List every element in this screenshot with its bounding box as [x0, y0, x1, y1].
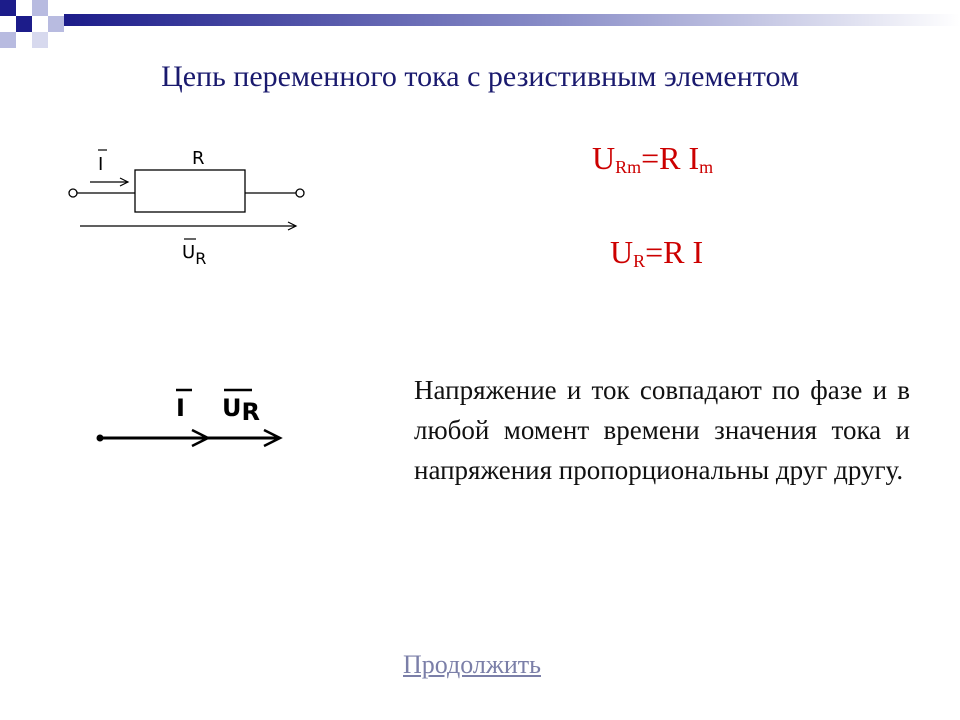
terminal-right	[296, 189, 304, 197]
header-decoration	[0, 0, 960, 56]
formula-effective: $U_R=R$ I	[610, 234, 704, 271]
slide-title: Цепь переменного тока с резистивным элементом	[161, 60, 799, 93]
resistor-label: R	[192, 148, 205, 169]
continue-link[interactable]: Продолжить	[403, 650, 541, 679]
terminal-left	[69, 189, 77, 197]
current-label: I	[98, 154, 104, 175]
resistor	[135, 170, 245, 212]
voltage-label: UR	[182, 242, 207, 268]
phasor-diagram	[92, 378, 292, 458]
phasor-current-label: I	[176, 394, 185, 422]
circuit-diagram	[60, 136, 320, 276]
explanation-text: Напряжение и ток совпадают по фазе и в любой момент времени значения тока и напряжения пропорциональны друг другу.	[414, 375, 910, 485]
phasor-voltage-label: UR	[222, 394, 260, 426]
formula-amplitude: $U_{Rm}=R$ $I_m$	[592, 140, 714, 177]
